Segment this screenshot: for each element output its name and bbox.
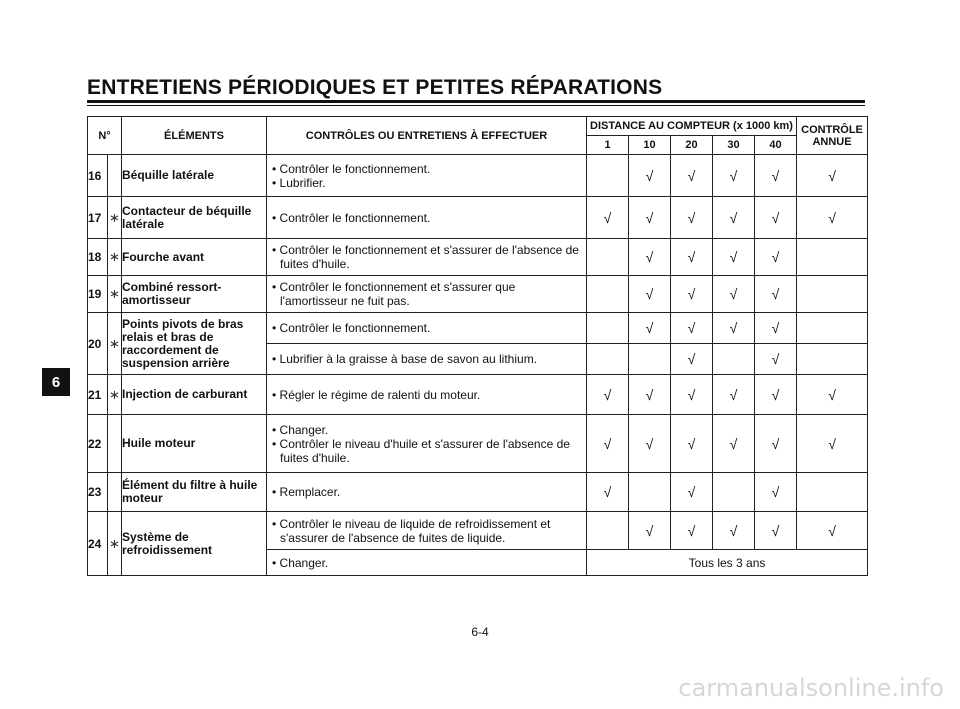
check-mark: √: [671, 344, 713, 375]
check-mark: √: [629, 512, 671, 550]
row-action-cell: [267, 512, 587, 550]
row-item-name: Fourche avant: [122, 239, 267, 276]
row-number: 20: [88, 313, 108, 375]
row-action-line: • Contrôler le fonctionnement.: [272, 162, 586, 176]
check-mark: √: [671, 375, 713, 415]
annual-check-mark: √: [797, 155, 868, 197]
annual-check-mark: √: [797, 415, 868, 473]
row-star-marker: ∗: [108, 512, 122, 576]
check-mark: √: [629, 375, 671, 415]
row-action-line: • Contrôler le niveau de liquide de refroidissement et s'assurer de l'absence de fuites de liquide.: [272, 517, 586, 545]
row-item-name: Système de refroidissement: [122, 512, 267, 576]
empty-interval: [587, 313, 629, 344]
check-mark: √: [755, 276, 797, 313]
annual-empty: [797, 473, 868, 512]
empty-interval: [587, 276, 629, 313]
check-mark: √: [713, 415, 755, 473]
row-action-cell: [267, 155, 587, 197]
check-mark: √: [671, 155, 713, 197]
check-mark: √: [713, 512, 755, 550]
row-number: 16: [88, 155, 108, 197]
row-action-cell: [267, 415, 587, 473]
check-mark: √: [755, 344, 797, 375]
check-mark: √: [587, 415, 629, 473]
row-action-cell: [267, 473, 587, 512]
row-item-name: Contacteur de béquille latérale: [122, 197, 267, 239]
header-annual-line1: CONTRÔLE: [801, 123, 863, 136]
check-mark: √: [587, 473, 629, 512]
row-action-cell: [267, 550, 587, 576]
annual-check-mark: √: [797, 375, 868, 415]
header-km-1: 1: [587, 136, 629, 155]
row-number: 23: [88, 473, 108, 512]
check-mark: √: [671, 197, 713, 239]
chapter-tab: 6: [42, 368, 70, 396]
table-row: [88, 313, 868, 344]
row-number: 21: [88, 375, 108, 415]
header-distance: DISTANCE AU COMPTEUR (x 1000 km): [587, 117, 797, 136]
row-action-line: • Remplacer.: [272, 485, 586, 499]
row-star-marker: [108, 415, 122, 473]
row-action-line: • Lubrifier.: [272, 176, 586, 190]
title-rule: [87, 100, 865, 106]
table-row: [88, 375, 868, 415]
table-row: [88, 276, 868, 313]
check-mark: √: [755, 415, 797, 473]
empty-interval: [587, 239, 629, 276]
check-mark: √: [713, 239, 755, 276]
row-action-line: • Changer.: [272, 556, 586, 570]
check-mark: √: [587, 375, 629, 415]
header-actions: CONTRÔLES OU ENTRETIENS À EFFECTUER: [267, 117, 587, 155]
annual-check-mark: √: [797, 197, 868, 239]
check-mark: √: [629, 239, 671, 276]
page-number: 6-4: [471, 625, 489, 639]
empty-interval: [587, 344, 629, 375]
annual-empty: [797, 344, 868, 375]
row-star-marker: [108, 473, 122, 512]
empty-interval: [629, 344, 671, 375]
row-item-name: Combiné ressort-amortisseur: [122, 276, 267, 313]
row-action-line: • Contrôler le fonctionnement et s'assurer que l'amortisseur ne fuit pas.: [272, 280, 586, 308]
table-row: [88, 512, 868, 550]
check-mark: √: [671, 415, 713, 473]
check-mark: √: [629, 276, 671, 313]
row-action-cell: [267, 375, 587, 415]
empty-interval: [713, 473, 755, 512]
empty-interval: [587, 512, 629, 550]
table-row: [88, 155, 868, 197]
row-star-marker: ∗: [108, 313, 122, 375]
annual-empty: [797, 313, 868, 344]
check-mark: √: [629, 197, 671, 239]
row-action-line: • Lubrifier à la graisse à base de savon au lithium.: [272, 352, 586, 366]
check-mark: √: [629, 415, 671, 473]
row-action-line: • Contrôler le niveau d'huile et s'assurer de l'absence de fuites d'huile.: [272, 437, 586, 465]
header-items: ÉLÉMENTS: [122, 117, 267, 155]
row-number: 19: [88, 276, 108, 313]
row-action-cell: [267, 313, 587, 344]
maintenance-table: [87, 116, 868, 576]
watermark: carmanualsonline.info: [678, 674, 944, 702]
row-action-line: • Changer.: [272, 423, 586, 437]
row-number: 22: [88, 415, 108, 473]
row-item-name: Injection de carburant: [122, 375, 267, 415]
row-action-line: • Régler le régime de ralenti du moteur.: [272, 388, 586, 402]
check-mark: √: [713, 313, 755, 344]
row-action-line: • Contrôler le fonctionnement.: [272, 321, 586, 335]
page-title: ENTRETIENS PÉRIODIQUES ET PETITES RÉPARATIONS: [87, 76, 663, 99]
check-mark: √: [755, 512, 797, 550]
check-mark: √: [671, 512, 713, 550]
row-star-marker: [108, 155, 122, 197]
check-mark: √: [587, 197, 629, 239]
annual-empty: [797, 239, 868, 276]
annual-check-mark: √: [797, 512, 868, 550]
check-mark: √: [713, 276, 755, 313]
row-action-cell: [267, 344, 587, 375]
row-number: 24: [88, 512, 108, 576]
check-mark: √: [713, 197, 755, 239]
check-mark: √: [671, 239, 713, 276]
table-row: [88, 415, 868, 473]
check-mark: √: [713, 375, 755, 415]
check-mark: √: [755, 313, 797, 344]
check-mark: √: [755, 155, 797, 197]
row-action-cell: [267, 197, 587, 239]
table-row: [88, 197, 868, 239]
row-action-line: • Contrôler le fonctionnement et s'assurer de l'absence de fuites d'huile.: [272, 243, 586, 271]
check-mark: √: [713, 155, 755, 197]
row-action-cell: [267, 239, 587, 276]
header-km-40: 40: [755, 136, 797, 155]
row-item-name: Béquille latérale: [122, 155, 267, 197]
header-km-10: 10: [629, 136, 671, 155]
check-mark: √: [671, 276, 713, 313]
header-km-30: 30: [713, 136, 755, 155]
row-action-cell: [267, 276, 587, 313]
row-star-marker: ∗: [108, 239, 122, 276]
empty-interval: [587, 155, 629, 197]
row-number: 17: [88, 197, 108, 239]
check-mark: √: [755, 375, 797, 415]
table-row: [88, 473, 868, 512]
header-km-20: 20: [671, 136, 713, 155]
interval-span-text: Tous les 3 ans: [587, 550, 868, 576]
empty-interval: [713, 344, 755, 375]
table-row: [88, 239, 868, 276]
row-item-name: Huile moteur: [122, 415, 267, 473]
header-annual-line2: ANNUE: [812, 135, 852, 148]
check-mark: √: [671, 473, 713, 512]
table-body: [88, 155, 868, 576]
check-mark: √: [755, 197, 797, 239]
empty-interval: [629, 473, 671, 512]
row-star-marker: ∗: [108, 197, 122, 239]
check-mark: √: [629, 155, 671, 197]
row-action-line: • Contrôler le fonctionnement.: [272, 211, 586, 225]
header-annual: [797, 117, 868, 155]
check-mark: √: [629, 313, 671, 344]
row-star-marker: ∗: [108, 375, 122, 415]
row-number: 18: [88, 239, 108, 276]
row-star-marker: ∗: [108, 276, 122, 313]
row-item-name: Élément du filtre à huile moteur: [122, 473, 267, 512]
check-mark: √: [755, 473, 797, 512]
check-mark: √: [671, 313, 713, 344]
row-item-name: Points pivots de bras relais et bras de raccordement de suspension arrière: [122, 313, 267, 375]
check-mark: √: [755, 239, 797, 276]
header-num: N°: [88, 117, 122, 155]
annual-empty: [797, 276, 868, 313]
